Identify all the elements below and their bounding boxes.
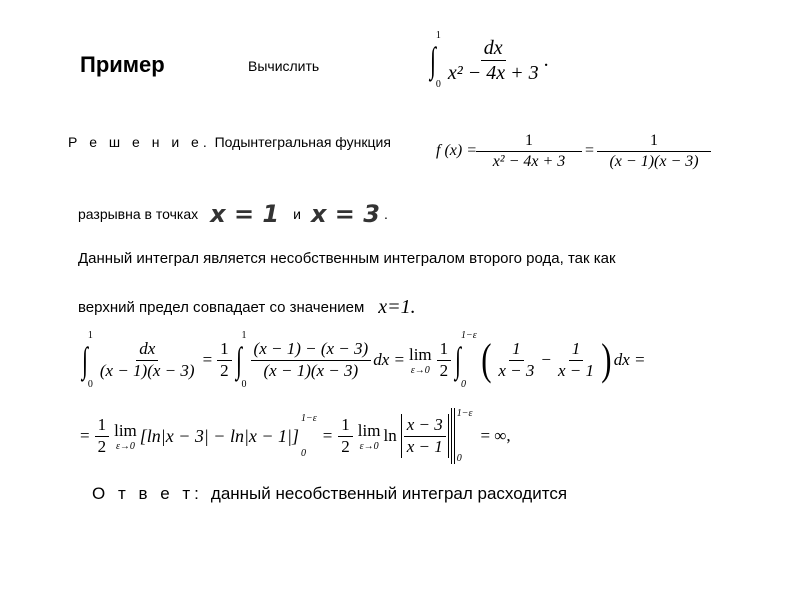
term2-denominator: x − 1 — [558, 360, 595, 380]
half-numerator: 1 — [437, 340, 452, 361]
minus-sign: − — [541, 350, 551, 369]
limit-subscript: ε→0 — [410, 364, 430, 376]
integral-sign: ∫ — [429, 40, 436, 80]
example-title: Пример — [80, 52, 165, 77]
lower-limit: 0 — [301, 448, 306, 459]
dx-term: dx = — [613, 350, 646, 369]
explanation-line2 — [78, 296, 416, 319]
integrand-numerator: dx — [136, 340, 158, 361]
split-numerator: (x − 1) − (x − 3) — [251, 340, 372, 361]
and-word: и — [293, 206, 301, 222]
equals-sign: = — [202, 350, 213, 369]
equals-sign: = — [80, 426, 90, 445]
equals-sign: = — [585, 142, 595, 160]
frac1-denominator: x² − 4x + 3 — [492, 152, 566, 170]
eval-bar — [454, 408, 455, 464]
period: . — [543, 48, 549, 71]
integral-sign: ∫ — [455, 340, 462, 380]
frac2-numerator: 1 — [597, 132, 711, 152]
period: . — [383, 206, 388, 222]
half-denominator: 2 — [341, 436, 350, 456]
point-x3: x = 3 — [310, 200, 380, 228]
ratio-numerator: x − 3 — [404, 416, 446, 437]
integral-sign: ∫ — [81, 340, 88, 380]
half-denominator: 2 — [439, 360, 449, 380]
solution-label: Р е ш е н и е. — [68, 134, 211, 150]
lower-limit: 0 — [461, 379, 467, 390]
split-denominator: (x − 1)(x − 3) — [263, 360, 359, 380]
limit-subscript: ε→0 — [115, 440, 135, 452]
frac2-denominator: (x − 1)(x − 3) — [609, 152, 699, 170]
limit-operator: lim — [357, 420, 381, 440]
limit-operator: lim — [114, 420, 137, 440]
solution-line — [68, 134, 391, 150]
task-label: Вычислить — [248, 58, 320, 74]
upper-limit: 1−ε — [456, 408, 473, 419]
upper-limit: 1 — [241, 330, 247, 341]
term2-numerator: 1 — [569, 340, 584, 361]
lower-limit: 0 — [456, 453, 462, 464]
half-numerator: 1 — [95, 416, 110, 437]
explanation-line1: Данный интеграл является несобственным интегралом второго рода, так как — [78, 250, 616, 267]
answer-line — [92, 484, 567, 504]
eval-bar — [451, 408, 452, 464]
lower-limit: 0 — [435, 79, 441, 90]
limit-operator: lim — [408, 344, 432, 364]
integral-sign: ∫ — [235, 340, 242, 380]
discontinuity-line — [78, 200, 388, 228]
lower-limit: 0 — [87, 379, 93, 390]
upper-limit: 1 — [435, 30, 441, 41]
half-numerator: 1 — [217, 340, 232, 361]
close-paren: ) — [601, 335, 612, 384]
calculation-line-1 — [80, 330, 645, 390]
ratio-denominator: x − 1 — [406, 436, 443, 456]
term1-numerator: 1 — [509, 340, 524, 361]
ln-operator: ln — [383, 426, 397, 445]
equals-sign: = — [322, 426, 333, 445]
open-paren: ( — [480, 335, 492, 384]
f-lhs: f (x) = — [436, 142, 477, 160]
term1-denominator: x − 3 — [498, 360, 535, 380]
upper-limit: 1−ε — [301, 413, 317, 424]
function-definition — [436, 132, 710, 170]
result: = ∞, — [480, 426, 511, 445]
abs-bar — [448, 414, 449, 458]
frac1-numerator: 1 — [476, 132, 582, 152]
explanation-text: верхний предел совпадает со значением — [78, 299, 365, 316]
solution-text: Подынтегральная функция — [214, 134, 391, 150]
integrand-numerator: dx — [481, 37, 506, 61]
answer-label: О т в е т: — [92, 484, 203, 503]
dx-term: dx = — [373, 350, 405, 369]
abs-bar — [401, 414, 402, 458]
upper-limit-value: x=1. — [378, 296, 416, 318]
log-difference: [ln|x − 3| − ln|x − 1|] — [139, 425, 299, 446]
integrand-denominator: (x − 1)(x − 3) — [99, 360, 195, 380]
point-x1: x = 1 — [210, 200, 280, 228]
discontinuity-text: разрывна в точках — [78, 206, 199, 222]
task-integral — [428, 30, 549, 90]
half-denominator: 2 — [97, 436, 107, 456]
calculation-line-2 — [80, 408, 511, 464]
half-denominator: 2 — [220, 360, 229, 380]
upper-limit: 1−ε — [461, 330, 477, 341]
limit-subscript: ε→0 — [359, 440, 379, 452]
answer-text: данный несобственный интеграл расходится — [210, 484, 568, 503]
half-numerator: 1 — [338, 416, 353, 437]
upper-limit: 1 — [87, 330, 93, 341]
integrand-denominator: x² − 4x + 3 — [447, 61, 539, 84]
lower-limit: 0 — [241, 379, 247, 390]
